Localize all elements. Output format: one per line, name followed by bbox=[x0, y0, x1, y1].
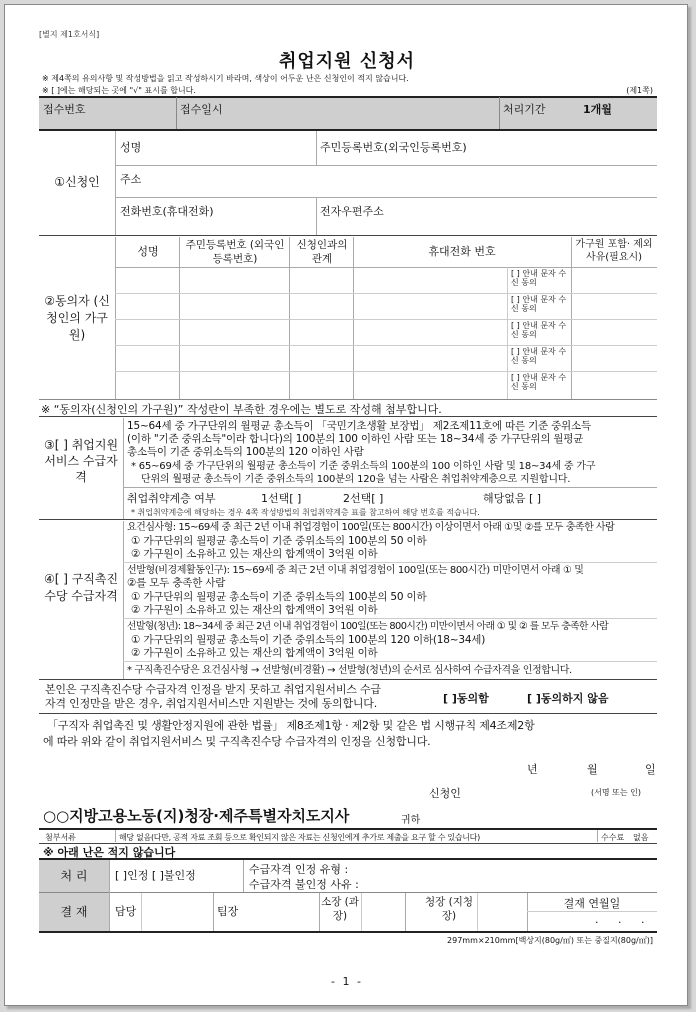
form-title: 취업지원 신청서 bbox=[279, 51, 415, 72]
office-use-note: ※ 아래 난은 적지 않습니다 bbox=[43, 846, 176, 859]
vulnerable-option-none[interactable]: 해당없음 [ ] bbox=[483, 492, 542, 505]
fee-value: 없음 bbox=[633, 833, 649, 842]
consent-text-1: 본인은 구직촉진수당 수급자격 인정을 받지 못하고 취업지원서비스 수급 bbox=[45, 683, 381, 696]
date-year-label[interactable]: 년 bbox=[527, 763, 538, 776]
consenter-col-include: 가구원 포함· 제외사유(필요시) bbox=[575, 239, 653, 263]
instruction-note: ※ 제4쪽의 유의사항 및 작성방법을 읽고 작성하시기 바라며, 색상이 어두운 난은 신청인이 적지 않습니다. bbox=[42, 74, 409, 83]
applicant-phone-field[interactable]: 전화번호(휴대전화) bbox=[120, 205, 214, 218]
recipient-name: ○○지방고용노동(지)청장·제주특별자치도지사 bbox=[43, 807, 350, 825]
checkbox-note: ※ [ ]에는 해당되는 곳에 "√" 표시를 합니다. bbox=[42, 86, 196, 95]
selection-inactive-a: ① 가구단위의 월평균 총소득이 기준 중위소득의 100분의 50 이하 bbox=[131, 591, 427, 603]
employment-text-3: 총소득이 기준 중위소득의 100분의 120 이하인 사람 bbox=[127, 446, 364, 458]
vulnerable-option-1[interactable]: 1선택[ ] bbox=[261, 492, 302, 505]
attachments-content: 해당 없음(다만, 공적 자료 조회 등으로 확인되지 않은 자료는 신청인에게 추가로 제출을 요구 할 수 있습니다) bbox=[119, 833, 480, 842]
consent-agree-checkbox[interactable]: [ ]동의함 bbox=[443, 692, 489, 705]
consenter-col-name: 성명 bbox=[137, 245, 159, 258]
selection-youth-b: ② 가구원이 소유하고 있는 재산의 합계액이 3억원 이하 bbox=[131, 647, 378, 659]
staff-label: 담당 bbox=[115, 905, 137, 918]
vulnerable-small-note: * 취업취약계층에 해당하는 경우 4쪽 작성방법의 취업취약계층 표를 참고하여 해당 번호를 적습니다. bbox=[131, 508, 480, 517]
job-allowance-section-label[interactable]: ④[ ] 구직촉진 수당 수급자격 bbox=[43, 572, 119, 603]
selection-inactive-b: ② 가구원이 소유하고 있는 재산의 합계액이 3억원 이하 bbox=[131, 604, 378, 616]
receipt-row bbox=[39, 97, 657, 129]
employment-service-section-label[interactable]: ③[ ] 취업지원 서비스 수급자격 bbox=[43, 438, 119, 484]
head-label: 청장 (지청장) bbox=[424, 896, 473, 922]
employment-text-5: 단위의 월평균 총소득이 기준 중위소득의 100분의 120을 넘는 사람은 취업취약계층으로 지원합니다. bbox=[141, 474, 571, 485]
page-label: (제1쪽) bbox=[626, 86, 653, 95]
receipt-date-label: 접수일시 bbox=[180, 103, 223, 116]
employment-text-2: (이하 "기준 중위소득"이라 합니다)의 100분의 100 이하인 사람 또는 18~34세 중 가구단위의 월평균 bbox=[127, 433, 584, 445]
consent-disagree-checkbox[interactable]: [ ]동의하지 않음 bbox=[527, 692, 609, 705]
selection-inactive: 선발형(비경제활동인구): 15~69세 중 최근 2년 이내 취업경험이 100일(또는 800시간) 미만이면서 아래 ① 및 bbox=[127, 565, 584, 576]
requirement-screening-b: ② 가구원이 소유하고 있는 재산의 합계액이 3억원 이하 bbox=[131, 548, 378, 560]
fee-label: 수수료 bbox=[601, 833, 625, 842]
sms-consent-checkbox[interactable]: [ ] 안내 문자 수신 동의 bbox=[511, 321, 567, 339]
consenter-col-phone: 휴대전화 번호 bbox=[428, 245, 496, 258]
applicant-section-label: ①신청인 bbox=[54, 175, 100, 189]
consenter-section-label: ②동의자 (신청인의 가구원) bbox=[44, 294, 110, 342]
applicant-sign-label: 신청인 bbox=[429, 787, 461, 800]
selection-youth-a: ① 가구단위의 월평균 총소득이 기준 중위소득의 100분의 120 이하(18~34세) bbox=[131, 634, 486, 646]
requirement-screening: 요건심사형: 15~69세 중 최근 2년 이내 취업경험이 100일(또는 800시간) 이상이면서 아래 ①및 ②를 모두 충족한 사람 bbox=[127, 522, 615, 533]
date-month-label[interactable]: 월 bbox=[587, 763, 598, 776]
vulnerable-group-label: 취업취약계층 여부 bbox=[127, 492, 216, 505]
recipient-suffix: 귀하 bbox=[401, 815, 421, 826]
approval-date-label: 결재 연월일 bbox=[563, 897, 621, 910]
signature-field[interactable]: (서명 또는 인) bbox=[591, 788, 641, 797]
receipt-number-label: 접수번호 bbox=[43, 103, 86, 116]
consent-text-2: 자격 인정만을 받은 경우, 취업지원서비스만 지원받는 것에 동의합니다. bbox=[45, 697, 378, 710]
section-chief-label: 소장 (과장) bbox=[321, 896, 359, 922]
employment-text-4: * 65~69세 중 가구단위의 월평균 총소득이 기준 중위소득의 100분의 100 이하인 사람 및 18~34세 중 가구 bbox=[131, 461, 596, 472]
employment-text-1: 15~64세 중 가구단위의 월평균 총소득이 「국민기초생활 보장법」 제2조제11호에 따른 기준 중위소득 bbox=[127, 420, 591, 432]
consenter-col-resident: 주민등록번호 (외국인등록번호) bbox=[185, 239, 285, 265]
paper-spec: 297mm×210mm[백상지(80g/㎡) 또는 중질지(80g/㎡)] bbox=[447, 936, 653, 945]
declaration-line-1: 「구직자 취업촉진 및 생활안정지원에 관한 법률」 제8조제1항 · 제2항 및 같은 법 시행규칙 제4조제2항 bbox=[47, 719, 535, 732]
processing-period-value: 1개월 bbox=[583, 103, 612, 116]
disqualification-reason: 수급자격 불인정 사유 : bbox=[249, 878, 359, 891]
applicant-email-field[interactable]: 전자우편주소 bbox=[320, 205, 384, 218]
approval-label: 결 재 bbox=[60, 905, 88, 919]
selection-inactive-cont: ②를 모두 충족한 사람 bbox=[127, 577, 226, 589]
approval-options[interactable]: [ ]인정 [ ]불인정 bbox=[115, 869, 196, 882]
form-number: [별지 제1호서식] bbox=[39, 30, 100, 39]
process-label: 처 리 bbox=[60, 869, 88, 883]
date-day-label[interactable]: 일 bbox=[645, 763, 656, 776]
sms-consent-checkbox[interactable]: [ ] 안내 문자 수신 동의 bbox=[511, 347, 567, 365]
processing-period-label: 처리기간 bbox=[503, 103, 546, 116]
declaration-line-2: 에 따라 위와 같이 취업지원서비스 및 구직촉진수당 수급자격의 인정을 신청합니다. bbox=[43, 735, 431, 748]
approval-date-value[interactable]: . . . bbox=[595, 913, 653, 926]
requirement-screening-a: ① 가구단위의 월평균 총소득이 기준 중위소득의 100분의 50 이하 bbox=[131, 535, 427, 547]
applicant-name-field[interactable]: 성명 bbox=[120, 141, 142, 154]
allowance-order-note: * 구직촉진수당은 요건심사형 → 선발형(비경활) → 선발형(청년)의 순서로 심사하여 수급자격을 인정합니다. bbox=[127, 665, 572, 676]
attachments-label: 첨부서류 bbox=[45, 833, 76, 842]
applicant-address-field[interactable]: 주소 bbox=[120, 173, 142, 186]
team-leader-label: 팀장 bbox=[217, 905, 239, 918]
form-page bbox=[4, 4, 688, 1006]
sms-consent-checkbox[interactable]: [ ] 안내 문자 수신 동의 bbox=[511, 373, 567, 391]
consenter-col-relation: 신청인과의 관계 bbox=[296, 239, 348, 265]
page-number: - 1 - bbox=[331, 975, 363, 988]
vulnerable-option-2[interactable]: 2선택[ ] bbox=[343, 492, 384, 505]
sms-consent-checkbox[interactable]: [ ] 안내 문자 수신 동의 bbox=[511, 269, 567, 287]
sms-consent-checkbox[interactable]: [ ] 안내 문자 수신 동의 bbox=[511, 295, 567, 313]
consenter-note: ※ “동의자(신청인의 가구원)” 작성란이 부족한 경우에는 별도로 작성해 첨부합니다. bbox=[41, 403, 442, 416]
qualification-type: 수급자격 인정 유형 : bbox=[249, 863, 349, 876]
selection-youth: 선발형(청년): 18~34세 중 최근 2년 이내 취업경험이 100일(또는 800시간) 미만이면서 아래 ① 및 ② 를 모두 충족한 사람 bbox=[127, 621, 609, 632]
applicant-resident-number-field[interactable]: 주민등록번호(외국인등록번호) bbox=[320, 141, 467, 154]
